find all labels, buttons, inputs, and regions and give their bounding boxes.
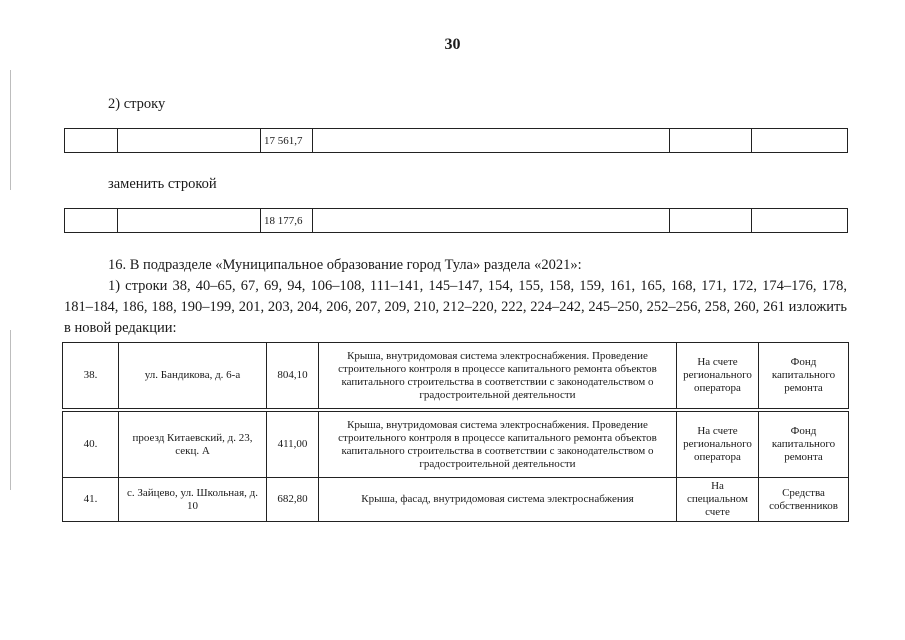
- table-cell: [65, 129, 118, 153]
- row-number: 38.: [63, 343, 119, 409]
- section16-text: [64, 255, 847, 339]
- row-address: ул. Бандикова, д. 6-а: [119, 343, 267, 409]
- row-works: Крыша, фасад, внутридомовая система электроснабжения: [319, 478, 677, 522]
- row-account: На счете регионального оператора: [677, 412, 759, 478]
- table-cell: [752, 209, 848, 233]
- row-number: 41.: [63, 478, 119, 522]
- table-row: [63, 478, 849, 522]
- table-rows-40-41: [62, 411, 849, 522]
- row-source: Средства собственников: [759, 478, 849, 522]
- row-works: Крыша, внутридомовая система электроснабжения. Проведение строительного контроля в процессе капитального ремонта объектов капитального строительства в соответствии с законодательством о градостроительной деятельности: [319, 412, 677, 478]
- row-area: 682,80: [267, 478, 319, 522]
- row-account: На счете регионального оператора: [677, 343, 759, 409]
- row-area: 411,00: [267, 412, 319, 478]
- row-number: 40.: [63, 412, 119, 478]
- table-cell: [752, 129, 848, 153]
- table-cell: [313, 209, 670, 233]
- section16-paragraph: 1) строки 38, 40–65, 67, 69, 94, 106–108, 111–141, 145–147, 154, 155, 158, 159, 161, 165, 168, 171, 172, 174–176, 178, 181–184, 186, 188, 190–199, 201, 203, 204, 206, 207, 209, 210, 212–220, 222, 224–242, 245–250, 252–256, 258, 260, 261 изложить в новой редакции:: [64, 278, 847, 336]
- row-address: с. Зайцево, ул. Школьная, д. 10: [119, 478, 267, 522]
- table-cell: [670, 129, 752, 153]
- row-source: Фонд капитального ремонта: [759, 343, 849, 409]
- row-works: Крыша, внутридомовая система электроснабжения. Проведение строительного контроля в процессе капитального ремонта объектов капитального строительства в соответствии с законодательством о градостроительной деятельности: [319, 343, 677, 409]
- page-number: 30: [444, 36, 461, 53]
- table-cell: [313, 129, 670, 153]
- row-account: На специальном счете: [677, 478, 759, 522]
- table-cell: [118, 129, 261, 153]
- item2-heading: 2) строку: [108, 96, 166, 112]
- row-source: Фонд капитального ремонта: [759, 412, 849, 478]
- scan-edge-mark: [10, 330, 11, 490]
- table-row: [65, 209, 848, 233]
- table-cell: 18 177,6: [261, 209, 313, 233]
- new-row-table: [64, 208, 848, 233]
- section16-heading: 16. В подразделе «Муниципальное образование город Тула» раздела «2021»:: [108, 257, 582, 273]
- table-row: [65, 129, 848, 153]
- table-cell: [670, 209, 752, 233]
- table-cell: 17 561,7: [261, 129, 313, 153]
- old-row-table: [64, 128, 848, 153]
- table-row: [63, 412, 849, 478]
- row-area: 804,10: [267, 343, 319, 409]
- table-row-38: [62, 342, 849, 409]
- table-cell: [118, 209, 261, 233]
- table-row: [63, 343, 849, 409]
- replace-label: заменить строкой: [108, 176, 217, 192]
- scan-edge-mark: [10, 70, 11, 190]
- table-cell: [65, 209, 118, 233]
- row-address: проезд Китаевский, д. 23, секц. А: [119, 412, 267, 478]
